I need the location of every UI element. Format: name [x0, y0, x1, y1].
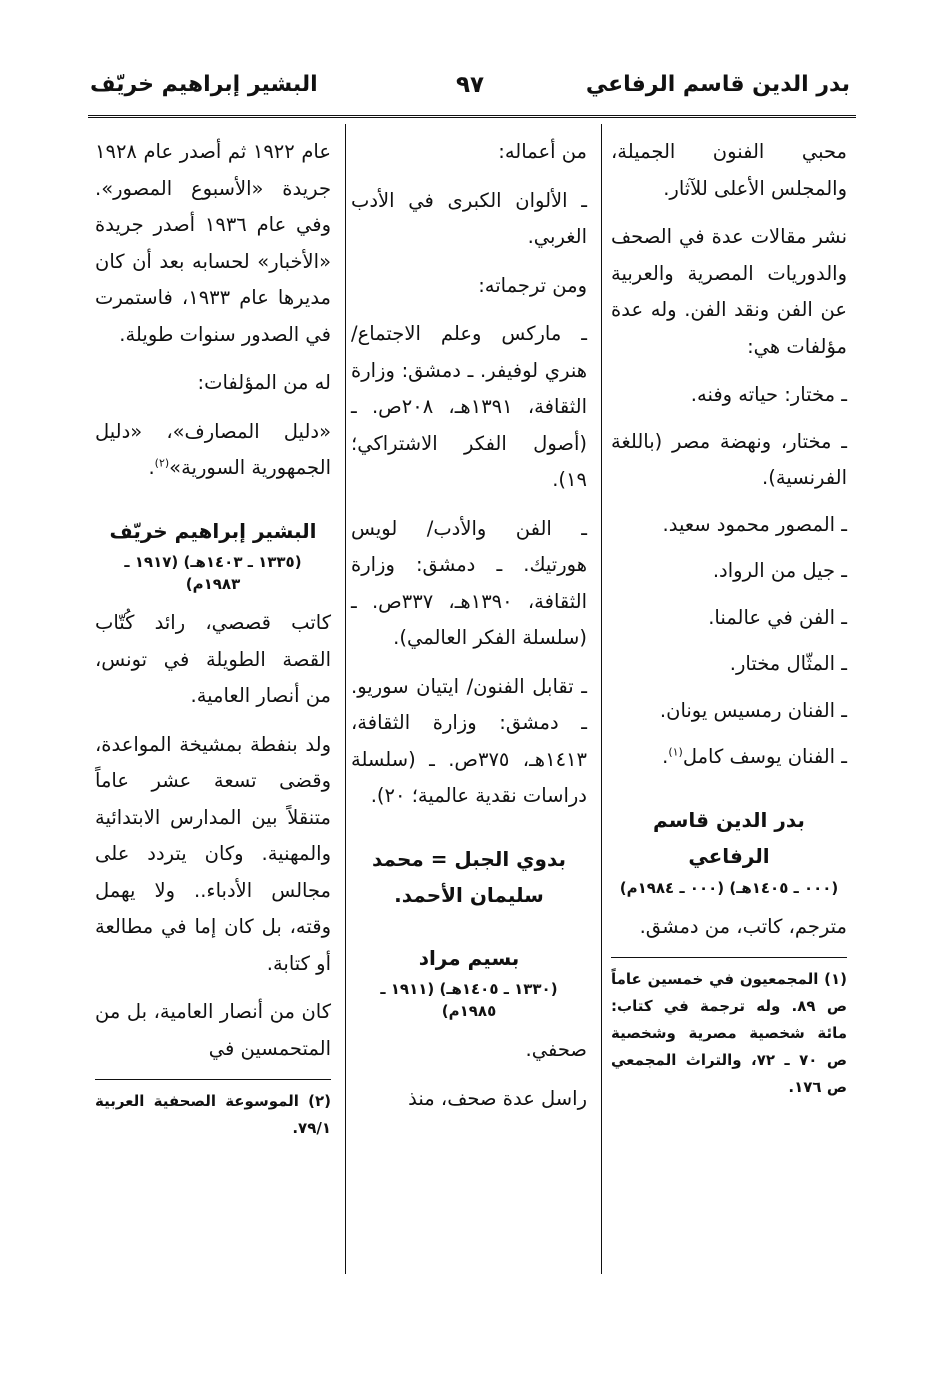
paragraph: صحفي. — [525, 1038, 587, 1061]
entry-title: بدر الدين قاسم الرفاعي — [653, 807, 805, 868]
paragraph: كاتب قصصي، رائد كُتّاب القصة الطويلة في تونس، من أنصار العامية. — [95, 611, 331, 707]
paragraph: ولد بنفطة بمشيخة المواعدة، وقضى تسعة عشر عاماً متنقلاً بين المدارس الابتدائية والمهنية. وكان يتردد على مجالس الأدباء.. ولا يهمل وقته، بل كان إما في مطالعة أو كتابة. — [95, 732, 331, 975]
column-right — [611, 134, 847, 1101]
paragraph: مترجم، كاتب، من دمشق. — [639, 914, 847, 938]
list-item: ـ جيل من الرواد. — [712, 559, 847, 582]
list-item-text: ـ الفنان يوسف كامل — [682, 745, 847, 768]
paragraph — [95, 414, 331, 487]
list-item: ـ الفن في عالمنا. — [708, 605, 847, 629]
list-item: ـ الفنان رمسيس يونان. — [659, 698, 847, 722]
footnote: (٢) الموسوعة الصحفية العربية ٧٩/١. — [95, 1092, 331, 1137]
list-item — [611, 739, 847, 776]
paragraph: من أعماله: — [498, 140, 587, 163]
list-item: ـ مختار، ونهضة مصر (باللغة الفرنسية). — [611, 429, 847, 489]
entry-title: البشير إبراهيم خريّف — [109, 518, 317, 543]
paragraph: كان من أنصار العامية، بل من المتحمسين في — [95, 1000, 331, 1060]
paragraph-text: «دليل المصارف»، «دليل الجمهورية السورية» — [95, 419, 331, 479]
paragraph: له من المؤلفات: — [197, 371, 331, 394]
paragraph: ـ تقابل الفنون/ ايتيان سوريو. ـ دمشق: وزارة الثقافة، ١٤١٣هـ، ٣٧٥ص. ـ (سلسلة دراسات نقدية عالمية؛ ٢٠). — [351, 674, 587, 807]
punctuation: . — [148, 456, 155, 479]
column-divider — [601, 124, 602, 1274]
cross-reference: بدوي الجبل = محمد سليمان الأحمد. — [371, 846, 567, 907]
paragraph: عام ١٩٢٢ ثم أصدر عام ١٩٢٨ جريدة «الأسبوع المصور». وفي عام ١٩٣٦ أصدر جريدة «الأخبار» لحسابه بعد أن كان مديرها عام ١٩٣٣، فاستمرت في الصدور سنوات طويلة. — [95, 140, 331, 346]
column-middle — [351, 134, 587, 1129]
column-divider — [345, 124, 346, 1274]
punctuation: . — [662, 745, 669, 768]
header-entry-start: بدر الدين قاسم الرفاعي — [585, 72, 850, 97]
entry-dates: (١٣٣٥ ـ ١٤٠٣هـ) (١٩١٧ ـ ١٩٨٣م) — [124, 553, 302, 593]
entry-dates: (٠٠٠ ـ ١٤٠٥هـ) (٠٠٠ ـ ١٩٨٤م) — [619, 878, 839, 897]
entry-dates: (١٣٣٠ ـ ١٤٠٥هـ) (١٩١١ ـ ١٩٨٥م) — [380, 980, 558, 1020]
header-rule — [88, 115, 856, 118]
paragraph: ـ ماركس وعلم الاجتماع/ هنري لوفيفر. ـ دمشق: وزارة الثقافة، ١٣٩١هـ، ٢٠٨ص. ـ (أصول الفكر الاشتراكي؛ ١٩). — [351, 322, 587, 491]
list-item: ـ المثّال مختار. — [729, 652, 847, 675]
header-entry-end: البشير إبراهيم خريّف — [90, 72, 318, 97]
paragraph: محبي الفنون الجميلة، والمجلس الأعلى للآثار. — [611, 140, 847, 200]
paragraph: نشر مقالات عدة في الصحف والدوريات المصرية والعربية عن الفن ونقد الفن. وله عدة مؤلفات هي: — [611, 225, 847, 358]
paragraph: ومن ترجماته: — [478, 273, 587, 297]
paragraph: راسل عدة صحف، منذ — [408, 1086, 587, 1110]
entry-title: بسيم مراد — [418, 945, 520, 970]
footnote-marker: (٢) — [154, 456, 170, 470]
footnote-rule — [611, 957, 847, 958]
footnote-rule — [95, 1079, 331, 1080]
list-item: ـ المصور محمود سعيد. — [662, 512, 847, 536]
footnote-marker: (١) — [668, 745, 683, 759]
footnote: (١) المجمعيون في خمسين عاماً ص ٨٩. وله ترجمة في كتاب: مائة شخصية مصرية وشخصية ص ٧٠ ـ ٧٢، والتراث المجمعي ص ١٧٦. — [611, 970, 848, 1096]
column-left — [95, 134, 331, 1142]
paragraph: ـ الفن والأدب/ لويس هورتيك. ـ دمشق: وزارة الثقافة، ١٣٩٠هـ، ٣٣٧ص. ـ (سلسلة الفكر العالمي). — [351, 516, 587, 649]
page-number: ٩٧ — [455, 72, 485, 98]
page-header — [90, 72, 850, 116]
list-item: ـ مختار: حياته وفنه. — [690, 383, 847, 406]
paragraph: ـ الألوان الكبرى في الأدب الغربي. — [351, 188, 587, 248]
